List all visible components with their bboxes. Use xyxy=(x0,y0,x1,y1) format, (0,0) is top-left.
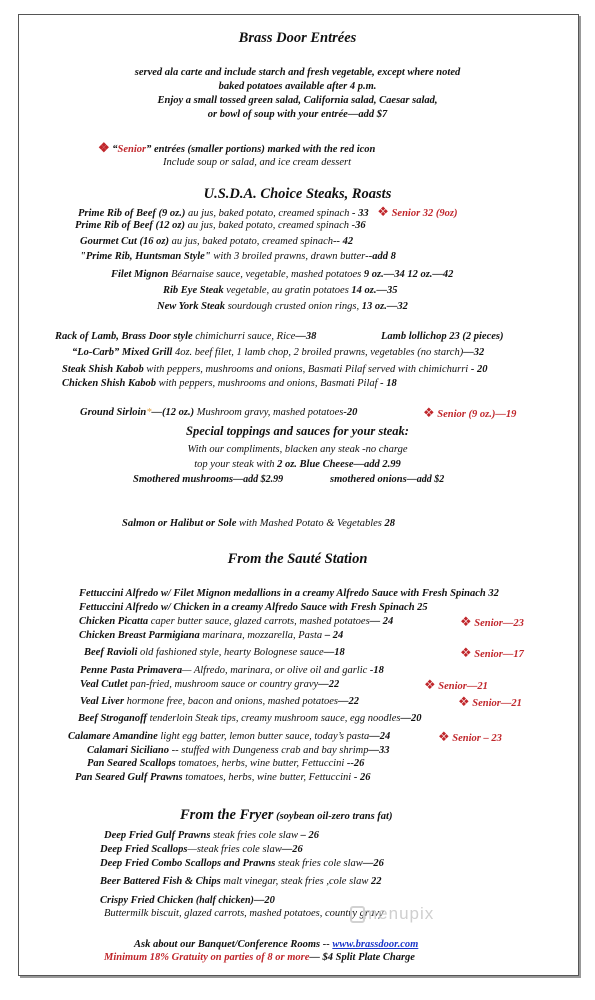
senior-diamond-icon: ❖ xyxy=(438,729,450,744)
menu-item-alfredo-chicken: Fettuccini Alfredo w/ Chicken in a creamy Alfredo Sauce with Fresh Spinach 25 xyxy=(79,602,428,613)
footer-banquet: Ask about our Banquet/Conference Rooms -- www.brassdoor.com xyxy=(134,939,419,950)
menu-item-ground-sirloin: Ground Sirloin*—(12 oz.) Mushroom gravy, mashed potatoes-20 xyxy=(80,407,358,418)
menu-item-crispy-chicken: Crispy Fried Chicken (half chicken)—20 xyxy=(100,895,275,906)
senior-veal-liver: ❖ Senior—21 xyxy=(458,694,522,709)
menu-item-crispy-chicken-desc: Buttermilk biscuit, glazed carrots, mashed potatoes, country gravy xyxy=(104,908,384,919)
topping-smothered-mushrooms: Smothered mushrooms—add $2.99 xyxy=(133,474,284,485)
steaks-heading: U.S.D.A. Choice Steaks, Roasts xyxy=(203,186,392,202)
menu-item-rib-eye: Rib Eye Steak vegetable, au gratin potatoes 14 oz.—35 xyxy=(163,285,398,296)
senior-diamond-icon: ❖ xyxy=(423,405,435,420)
senior-picatta: ❖ Senior—23 xyxy=(460,614,524,629)
menu-item-chicken-picatta: Chicken Picatta caper butter sauce, glazed carrots, mashed potatoes— 24 xyxy=(79,616,394,627)
menu-item-rack-of-lamb: Rack of Lamb, Brass Door style chimichurri sauce, Rice—38 xyxy=(55,331,317,342)
menu-item-calamari-siciliano: Calamari Siciliano -- stuffed with Dungeness crab and bay shrimp—33 xyxy=(87,745,390,756)
toppings-line-1: With our compliments, blacken any steak -no charge xyxy=(187,444,408,455)
footer-gratuity: Minimum 18% Gratuity on parties of 8 or more— $4 Split Plate Charge xyxy=(104,952,415,963)
senior-label: Senior xyxy=(117,144,147,155)
menu-item-pan-seared-prawns: Pan Seared Gulf Prawns tomatoes, herbs, wine butter, Fettuccini - 26 xyxy=(75,772,371,783)
menu-item-steak-kabob: Steak Shish Kabob with peppers, mushrooms and onions, Basmati Pilaf served with chimichurri - 20 xyxy=(62,364,488,375)
menu-item-pan-seared-scallops: Pan Seared Scallops tomatoes, herbs, wine butter, Fettuccini --26 xyxy=(87,758,365,769)
toppings-heading: Special toppings and sauces for your steak: xyxy=(186,424,409,438)
intro-line-4: or bowl of soup with your entrée—add $7 xyxy=(207,109,388,120)
menu-item-fried-scallops: Deep Fried Scallops—steak fries cole slaw—26 xyxy=(100,844,303,855)
senior-diamond-icon: ❖ xyxy=(458,694,470,709)
senior-diamond-icon: ❖ xyxy=(377,204,389,219)
menu-item-fried-combo: Deep Fried Combo Scallops and Prawns steak fries cole slaw—26 xyxy=(100,858,384,869)
menu-item-penne-primavera: Penne Pasta Primavera— Alfredo, marinara, or olive oil and garlic -18 xyxy=(80,665,384,676)
intro-line-1: served ala carte and include starch and fresh vegetable, except where noted xyxy=(134,67,461,78)
menu-item-beef-stroganoff: Beef Stroganoff tenderloin Steak tips, creamy mushroom sauce, egg noodles—20 xyxy=(78,713,422,724)
menu-item-beef-ravioli: Beef Ravioli old fashioned style, hearty Bolognese sauce—18 xyxy=(84,647,345,658)
intro-line-3: Enjoy a small tossed green salad, California salad, Caesar salad, xyxy=(157,95,438,106)
website-link[interactable]: www.brassdoor.com xyxy=(332,939,419,950)
menu-item-salmon-halibut-sole: Salmon or Halibut or Sole with Mashed Potato & Vegetables 28 xyxy=(122,518,396,529)
menu-item-chicken-parmigiana: Chicken Breast Parmigiana marinara, mozzarella, Pasta – 24 xyxy=(79,630,344,641)
menu-item-chicken-kabob: Chicken Shish Kabob with peppers, mushrooms and onions, Basmati Pilaf - 18 xyxy=(62,378,397,389)
menu-item-lo-carb: “Lo-Carb” Mixed Grill 4oz. beef filet, 1 lamb chop, 2 broiled prawns, vegetables (no starch)—32 xyxy=(72,347,485,358)
menu-item-huntsman: "Prime Rib, Huntsman Style" with 3 broiled prawns, drawn butter--add 8 xyxy=(80,251,396,262)
menu-item-prime-rib-9oz: Prime Rib of Beef (9 oz.) au jus, baked potato, creamed spinach - 33 ❖ Senior 32 (9oz) xyxy=(78,204,458,219)
menu-item-calamare-amandine: Calamare Amandine light egg batter, lemon butter sauce, today’s pasta—24 xyxy=(68,731,391,742)
menu-item-alfredo-filet: Fettuccini Alfredo w/ Filet Mignon medallions in a creamy Alfredo Sauce with Fresh Spinach 32 xyxy=(79,588,499,599)
menu-item-filet-mignon: Filet Mignon Béarnaise sauce, vegetable, mashed potatoes 9 oz.—34 12 oz.—42 xyxy=(111,269,454,280)
senior-diamond-icon: ❖ xyxy=(460,645,472,660)
topping-smothered-onions: smothered onions—add $2 xyxy=(330,474,445,485)
toppings-line-2: top your steak with 2 oz. Blue Cheese—add 2.99 xyxy=(194,459,401,470)
menu-item-veal-cutlet: Veal Cutlet pan-fried, mushroom sauce or country gravy—22 xyxy=(80,679,340,690)
menu-item-prime-rib-12oz: Prime Rib of Beef (12 oz) au jus, baked potato, creamed spinach -36 xyxy=(75,220,366,231)
senior-calamare: ❖ Senior – 23 xyxy=(438,729,502,744)
senior-sirloin: ❖ Senior (9 oz.)—19 xyxy=(423,405,517,420)
menu-item-veal-liver: Veal Liver hormone free, bacon and onions, mashed potatoes—22 xyxy=(80,696,359,707)
menu-item-fried-gulf-prawns: Deep Fried Gulf Prawns steak fries cole slaw – 26 xyxy=(104,830,319,841)
senior-veal-cutlet: ❖ Senior—21 xyxy=(424,677,488,692)
intro-line-2: baked potatoes available after 4 p.m. xyxy=(218,81,377,92)
menu-item-lamb-lollichop: Lamb lollichop 23 (2 pieces) xyxy=(381,331,504,342)
senior-diamond-icon: ❖ xyxy=(98,140,110,155)
fryer-heading: From the Fryer (soybean oil-zero trans fat) xyxy=(180,807,393,823)
menu-item-fish-chips: Beer Battered Fish & Chips malt vinegar, steak fries ,cole slaw 22 xyxy=(100,876,382,887)
page-title: Brass Door Entrées xyxy=(238,30,357,46)
menu-item-gourmet-cut: Gourmet Cut (16 oz) au jus, baked potato, creamed spinach-- 42 xyxy=(80,236,354,247)
saute-heading: From the Sauté Station xyxy=(227,551,368,567)
senior-ravioli: ❖ Senior—17 xyxy=(460,645,524,660)
senior-diamond-icon: ❖ xyxy=(460,614,472,629)
senior-note-line-2: Include soup or salad, and ice cream dessert xyxy=(163,157,351,168)
senior-diamond-icon: ❖ xyxy=(424,677,436,692)
senior-note: ❖ “Senior” entrées (smaller portions) marked with the red icon xyxy=(98,140,376,155)
menu-item-new-york: New York Steak sourdough crusted onion rings, 13 oz.—32 xyxy=(157,301,408,312)
watermark: menupix xyxy=(363,904,435,923)
